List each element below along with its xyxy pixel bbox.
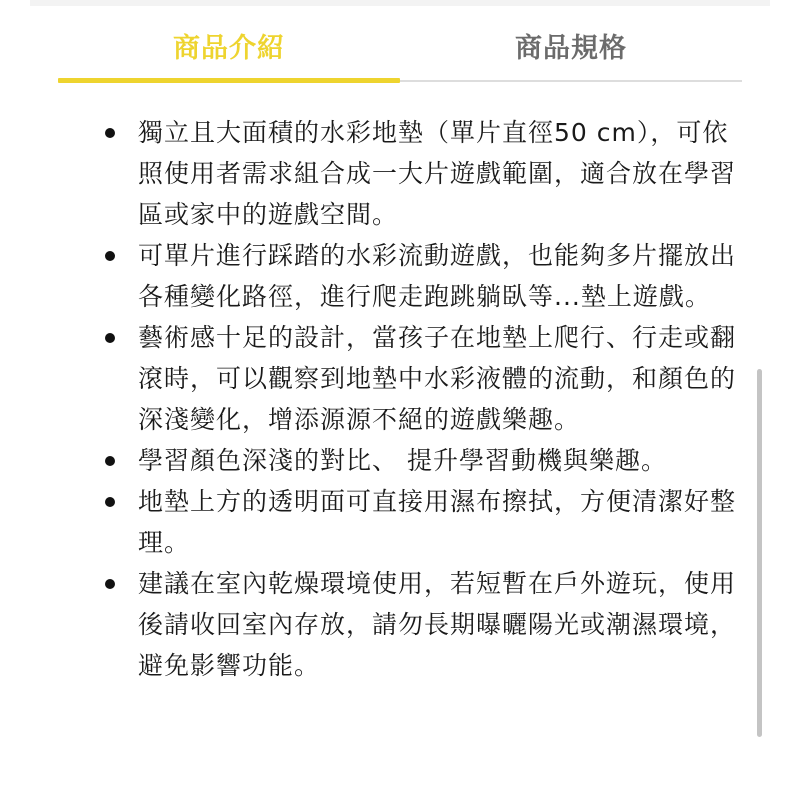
feature-list-item bbox=[98, 440, 748, 481]
feature-list-item bbox=[98, 563, 748, 686]
feature-text: 學習顏色深淺的對比、 提升學習動機與樂趣。 bbox=[138, 446, 667, 475]
product-description bbox=[98, 112, 748, 686]
feature-list-item bbox=[98, 317, 748, 440]
feature-list-item bbox=[98, 481, 748, 563]
bullet-icon bbox=[105, 251, 115, 261]
vertical-scrollbar[interactable] bbox=[757, 369, 762, 737]
feature-list-item bbox=[98, 112, 748, 235]
bullet-icon bbox=[105, 456, 115, 466]
feature-text: 地墊上方的透明面可直接用濕布擦拭，方便清潔好整理。 bbox=[138, 487, 737, 557]
bullet-icon bbox=[105, 579, 115, 589]
bullet-icon bbox=[105, 128, 115, 138]
feature-list bbox=[98, 112, 748, 686]
tab-product-intro[interactable]: 商品介紹 bbox=[173, 33, 285, 64]
feature-text: 獨立且大面積的水彩地墊（單片直徑50 cm），可依照使用者需求組合成一大片遊戲範圍，適合放在學習區或家中的遊戲空間。 bbox=[138, 118, 737, 229]
active-tab-indicator bbox=[58, 78, 400, 83]
product-tabs bbox=[58, 0, 742, 82]
tab-product-specs[interactable]: 商品規格 bbox=[515, 33, 627, 64]
feature-text: 建議在室內乾燥環境使用，若短暫在戶外遊玩，使用後請收回室內存放，請勿長期曝曬陽光或潮濕環境，避免影響功能。 bbox=[138, 569, 737, 680]
feature-list-item bbox=[98, 235, 748, 317]
bullet-icon bbox=[105, 497, 115, 507]
feature-text: 可單片進行踩踏的水彩流動遊戲，也能夠多片擺放出各種變化路徑，進行爬走跑跳躺臥等...墊上遊戲。 bbox=[138, 241, 737, 311]
bullet-icon bbox=[105, 333, 115, 343]
feature-text: 藝術感十足的設計，當孩子在地墊上爬行、行走或翻滾時，可以觀察到地墊中水彩液體的流動，和顏色的深淺變化，增添源源不絕的遊戲樂趣。 bbox=[138, 323, 737, 434]
